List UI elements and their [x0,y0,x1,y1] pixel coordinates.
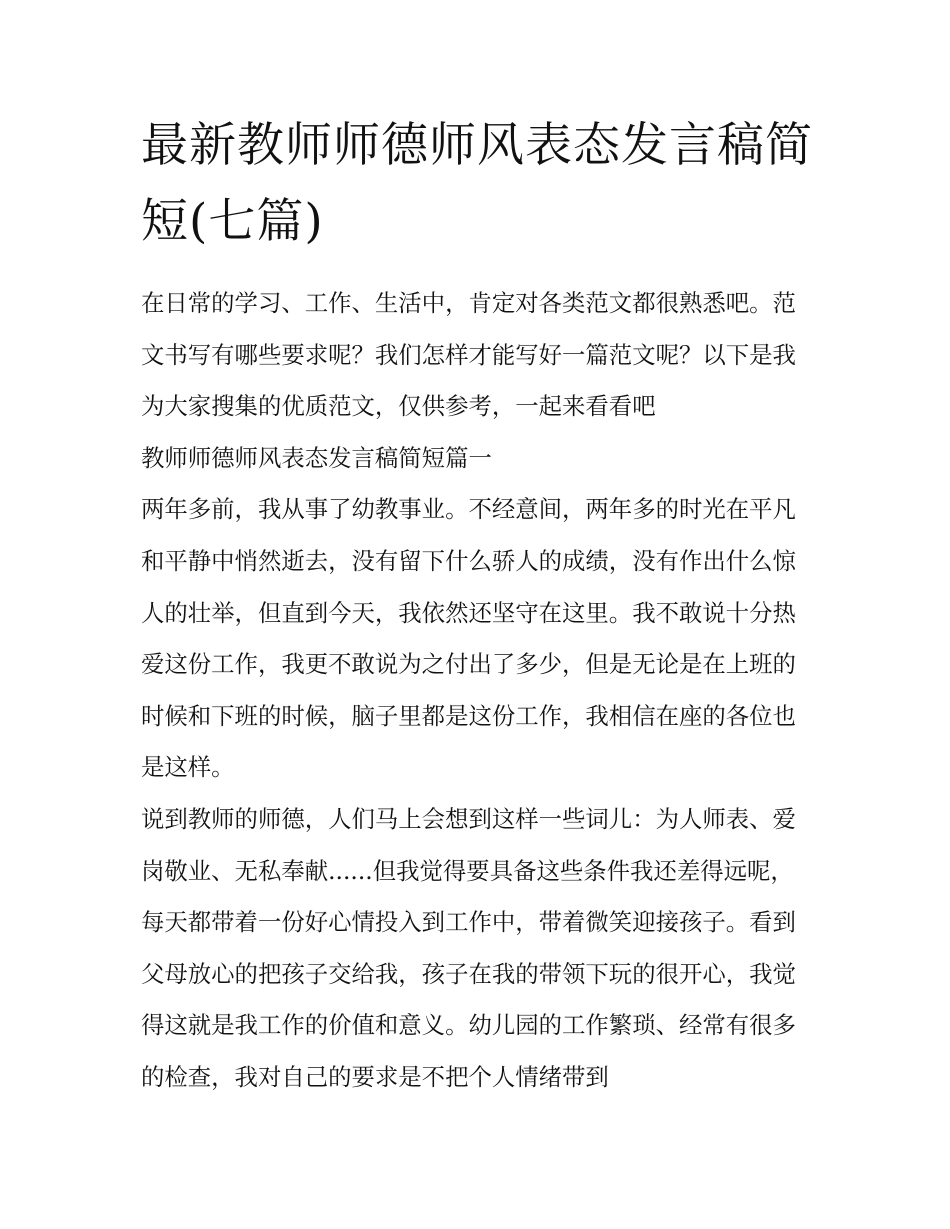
body-paragraph-2: 说到教师的师德，人们马上会想到这样一些词儿：为人师表、爱岗敬业、无私奉献......但我觉得要具备这些条件我还差得远呢，每天都带着一份好心情投入到工作中，带着微笑迎接孩子。看到父母放心的把孩子交给我，孩子在我的带领下玩的很开心，我觉得这就是我工作的价值和意义。幼儿园的工作繁琐、经常有很多的检查，我对自己的要求是不把个人情绪带到 [141,804,796,1091]
section-heading: 教师师德师风表态发言稿简短篇一 [141,443,492,472]
document-title: 最新教师师德师风表态发言稿简短(七篇) [141,118,813,249]
document-body [141,278,813,1104]
body-paragraph-1: 两年多前，我从事了幼教事业。不经意间，两年多的时光在平凡和平静中悄然逝去，没有留下什么骄人的成绩，没有作出什么惊人的壮举，但直到今天，我依然还坚守在这里。我不敢说十分热爱这份工作，我更不敢说为之付出了多少，但是无论是在上班的时候和下班的时候，脑子里都是这份工作，我相信在座的各位也是这样。 [141,495,796,782]
document-page [141,108,813,1104]
intro-paragraph: 在日常的学习、工作、生活中，肯定对各类范文都很熟悉吧。范文书写有哪些要求呢？我们怎样才能写好一篇范文呢？以下是我为大家搜集的优质范文，仅供参考，一起来看看吧 [141,289,796,421]
